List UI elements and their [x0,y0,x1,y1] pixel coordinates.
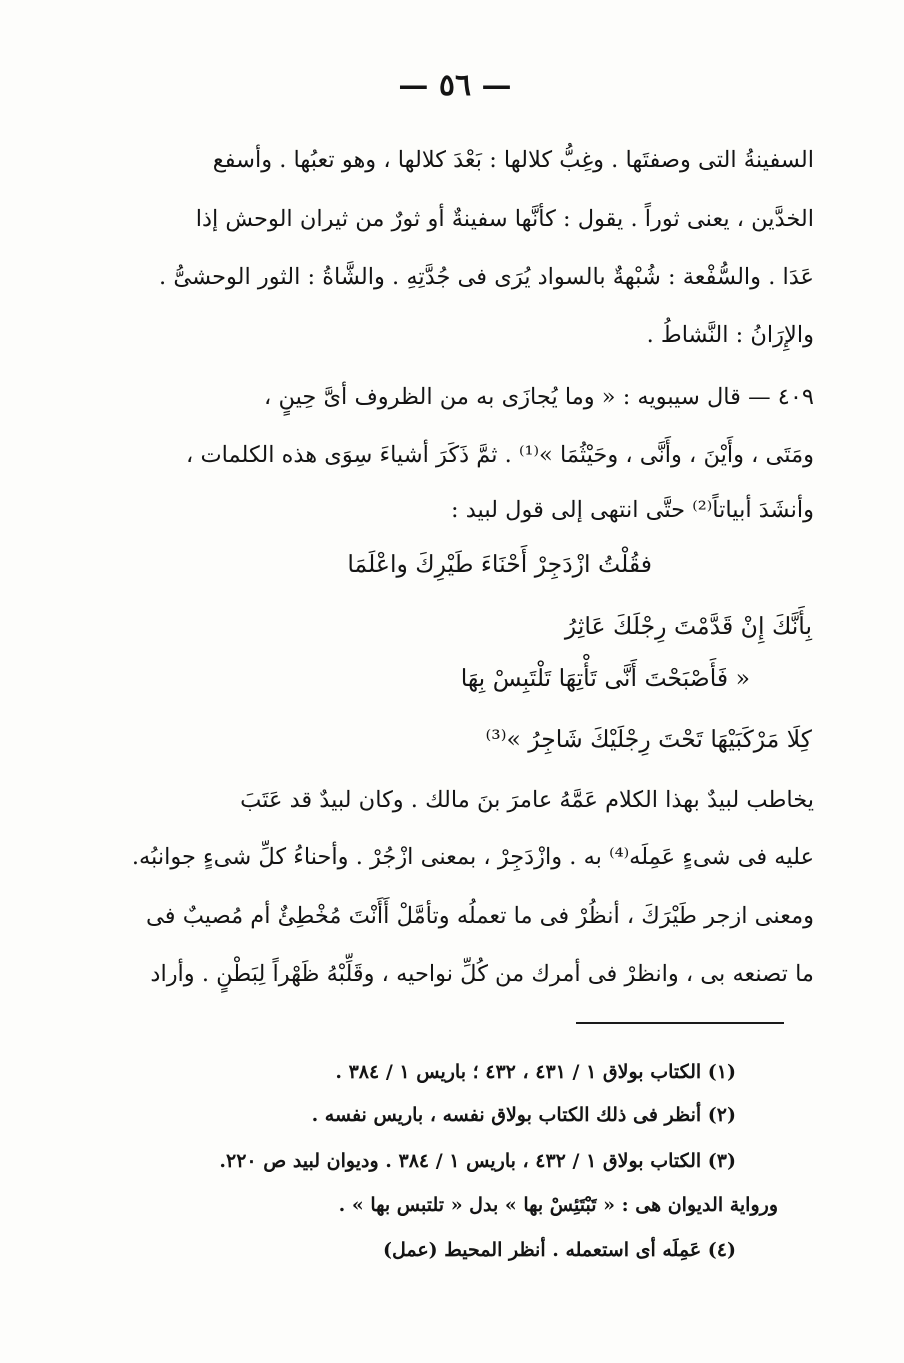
verse-line: فقُلْتُ ازْدَجِرْ أَحْنَاءَ طَيْرِكَ واعْلَمَا [347,550,652,578]
text-line: ما تصنعه بى ، وانظرْ فى أمرك من كُلِّ نواحيه ، وقَلِّبْهُ ظَهْراً لِبَطْنٍ . وأراد [150,961,814,987]
text-line: السفينةُ التى وصفتَها . وغِبُّ كلالها : بَعْدَ كلالها ، وهو تعبُها . وأسفع [212,147,814,173]
text-line: وأنشَدَ أبياتاً⁽²⁾ حتَّى انتهى إلى قول لبيد : [451,497,814,523]
text-line: يخاطب لبيدٌ بهذا الكلام عَمَّهُ عامرَ بنَ مالك . وكان لبيدٌ قد عَتَبَ [240,787,814,813]
footnote-1: (١) الكتاب بولاق ١ / ٤٣١ ، ٤٣٢ ؛ باريس ١ / ٣٨٤ . [335,1061,736,1083]
text-line: الخدَّين ، يعنى ثوراً . يقول : كأنَّها سفينةٌ أو ثورٌ من ثيران الوحش إذا [195,206,814,232]
verse-line: بِأَنَّكَ إِنْ قَدَّمْتَ رِجْلَكَ عَاثِرُ [564,612,812,640]
section-heading-line: ٤٠٩ — قال سيبويه : « وما يُجازَى به من الظروف أىَّ حِينٍ ، [264,384,814,410]
text-line: عَدَا . والسُّفْعة : شُبْهةٌ بالسواد يُرَى فى جُدَّتِهِ . والشَّاةُ : الثور الوحشىُّ . [159,264,814,290]
text-line: والإِرَانُ : النَّشاطُ . [646,322,814,348]
footnote-2: (٢) أنظر فى ذلك الكتاب بولاق نفسه ، باريس نفسه . [311,1104,736,1126]
page-number: — ٥٦ — [398,68,512,103]
text-line: عليه فى شىءٍ عَمِلَه⁽⁴⁾ به . وازْدَجِرْ ، بمعنى ازْجُرْ . وأحناءُ كلِّ شىءٍ جوانبُه. [131,844,814,870]
verse-line: كِلَا مَرْكَبَيْهَا تَحْتَ رِجْلَيْكَ شَاجِرُ »⁽³⁾ [485,725,812,753]
footnote-3: (٣) الكتاب بولاق ١ / ٤٣٢ ، باريس ١ / ٣٨٤ . وديوان لبيد ص ٢٢٠. [219,1150,736,1172]
text-line: ومَتَى ، وأَيْنَ ، وأَنَّى ، وحَيْثُمَا »⁽¹⁾ . ثمَّ ذَكَرَ أشياءَ سِوَى هذه الكلمات ، [186,442,814,468]
footnote-divider [576,1022,784,1024]
text-line: ومعنى ازجر طَيْرَكَ ، أنظُرْ فى ما تعملُه وتأمَّلْ أَأَنْتَ مُخْطِئٌ أم مُصيبٌ فى [146,903,814,929]
footnote-3-continuation: ورواية الديوان هى : « تَبْتَئِسْ بها » بدل « تلتبس بها » . [338,1194,778,1216]
verse-line: « فَأَصْبَحْتَ أَنَّى تَأْتِهَا تَلْتَبِسْ بِهَا [460,664,750,692]
footnote-4: (٤) عَمِلَه أى استعمله . أنظر المحيط (عمل) [382,1239,736,1261]
